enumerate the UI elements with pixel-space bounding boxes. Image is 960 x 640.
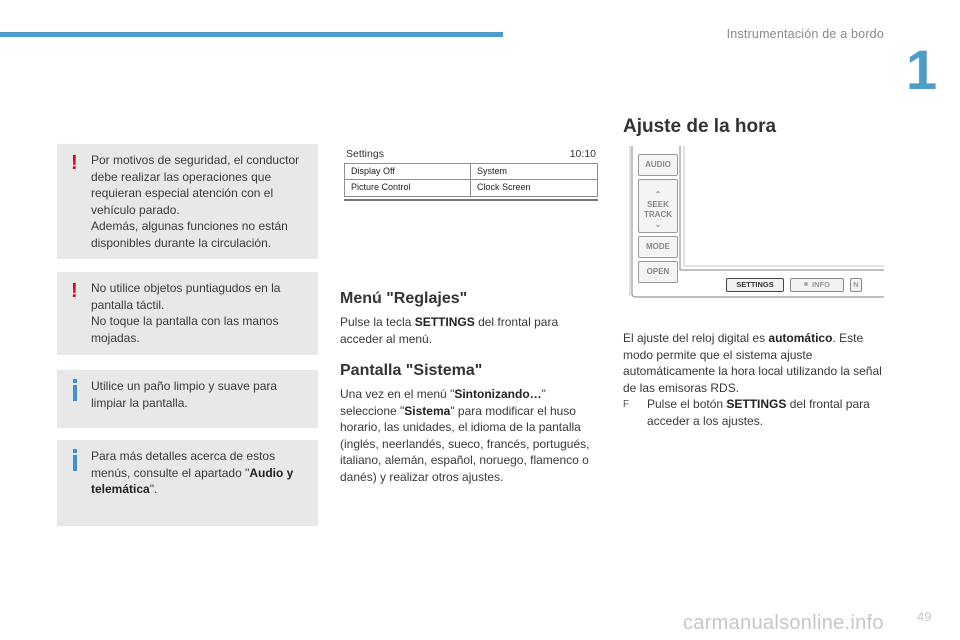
note-line: Por motivos de seguridad, el conductor debe realizar las operaciones que requieran especial atención con el vehículo parado. xyxy=(91,153,300,217)
note-line: Para más detalles acerca de estos menús, consulte el apartado "Audio y telemática". xyxy=(91,449,294,496)
pantalla-sistema-text: Una vez en el menú "Sintonizando…" seleccione "Sistema" para modificar el huso horario, las unidades, el idioma de la pantalla (inglés, neerlandés, sueco, francés, portugués, italiano, alemán, español, noruego, flamenco o danés) y realizar otros ajustes. xyxy=(340,387,590,484)
exclamation-icon: ! xyxy=(71,152,78,174)
sintonizando-label: Sintonizando… xyxy=(454,387,542,401)
warning-note-touchscreen xyxy=(57,272,318,355)
mode-button[interactable]: MODE xyxy=(638,236,678,258)
heading-menu-reglajes: Menú "Reglajes" xyxy=(340,290,468,307)
audio-telematica-reference: Audio y telemática xyxy=(91,465,294,496)
ajuste-hora-text: El ajuste del reloj digital es automático. Este modo permite que el sistema ajuste automáticamente la hora local utilizando la señal de las emisoras RDS. F Pulse el botón SETTINGS del frontal para acceder a los ajustes. xyxy=(623,330,887,429)
page-number: 49 xyxy=(917,609,932,624)
info-note-cleaning xyxy=(57,370,318,428)
chevron-up-icon: ⌃ xyxy=(654,190,662,199)
instruction-bullet: F Pulse el botón SETTINGS del frontal para acceder a los ajustes. xyxy=(623,397,870,428)
settings-key-label: SETTINGS xyxy=(414,315,475,329)
partial-button[interactable]: N xyxy=(850,278,862,292)
info-icon xyxy=(73,449,77,471)
note-line: No utilice objetos puntiagudos en la pantalla táctil. xyxy=(91,281,281,312)
settings-button[interactable]: SETTINGS xyxy=(726,278,784,292)
settings-screen-title: Settings xyxy=(346,148,384,160)
head-unit-button-column xyxy=(638,154,678,286)
audio-button[interactable]: AUDIO xyxy=(638,154,678,176)
settings-item-picture-control[interactable]: Picture Control xyxy=(345,180,471,196)
note-line: No toque la pantalla con las manos mojadas. xyxy=(91,314,279,345)
warning-note-safety xyxy=(57,144,318,259)
settings-item-clock-screen[interactable]: Clock Screen xyxy=(477,182,531,192)
section-title: Instrumentación de a bordo xyxy=(726,27,884,41)
menu-reglajes-text: Pulse la tecla SETTINGS del frontal para acceder al menú. xyxy=(340,315,559,346)
chapter-number: 1 xyxy=(906,38,938,101)
settings-row xyxy=(345,164,597,180)
chevron-down-icon: ⌄ xyxy=(654,220,662,229)
open-button[interactable]: OPEN xyxy=(638,261,678,283)
sistema-label: Sistema xyxy=(404,403,451,418)
head-unit-bottom-buttons xyxy=(726,278,862,292)
info-icon xyxy=(73,379,77,401)
settings-row xyxy=(345,180,597,196)
heading-ajuste-hora: Ajuste de la hora xyxy=(623,116,777,137)
settings-button-label: SETTINGS xyxy=(726,397,787,411)
settings-screen xyxy=(344,148,598,201)
top-accent-bar xyxy=(0,32,503,37)
settings-item-system[interactable]: System xyxy=(477,166,508,176)
indicator-dot-icon xyxy=(804,282,808,286)
automatico-label: automático xyxy=(768,331,833,345)
seek-track-button[interactable]: ⌃ SEEK TRACK ⌄ xyxy=(638,179,678,233)
settings-item-display-off[interactable]: Display Off xyxy=(345,164,471,179)
note-line: Además, algunas funciones no están disponibles durante la circulación. xyxy=(91,219,288,250)
settings-screen-time: 10:10 xyxy=(569,148,596,160)
info-button[interactable]: INFO xyxy=(790,278,844,292)
watermark: carmanualsonline.info xyxy=(683,612,884,634)
settings-menu-grid xyxy=(344,163,598,197)
note-line: Utilice un paño limpio y suave para limpiar la pantalla. xyxy=(91,379,278,410)
head-unit-illustration xyxy=(628,146,884,298)
exclamation-icon: ! xyxy=(71,280,78,302)
settings-bottom-rule xyxy=(344,199,598,201)
info-note-details xyxy=(57,440,318,526)
heading-pantalla-sistema: Pantalla "Sistema" xyxy=(340,362,483,379)
bullet-marker: F xyxy=(623,399,630,410)
